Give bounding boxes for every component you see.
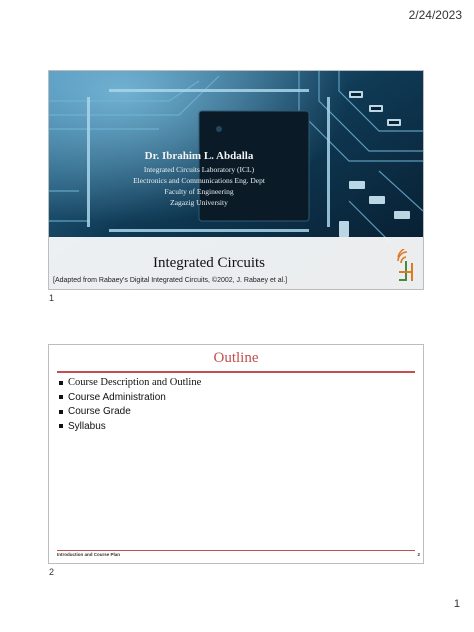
slide-2 (48, 344, 424, 564)
slide-2-footer: Introduction and Course Plan (57, 552, 121, 557)
affiliation-line: Zagazig University (170, 198, 228, 207)
bullet-item: Course Administration (59, 391, 201, 406)
affiliation-line: Faculty of Engineering (164, 187, 234, 196)
author-name: Dr. Ibrahim L. Abdalla (144, 150, 254, 162)
slide-2-number: 2 (49, 567, 55, 577)
footer-divider (57, 550, 415, 551)
bullet-item: Course Description and Outline (59, 376, 201, 391)
bullet-list (59, 376, 201, 434)
title-divider (57, 371, 415, 373)
bullet-item: Syllabus (59, 420, 201, 435)
page-date: 2/24/2023 (408, 8, 462, 22)
affiliation-line: Electronics and Communications Eng. Dept (133, 176, 265, 185)
icl-logo-icon (395, 249, 419, 283)
affiliation-line: Integrated Circuits Laboratory (ICL) (143, 165, 255, 174)
author-block (89, 151, 309, 208)
slide-1-title: Integrated Circuits (152, 255, 266, 271)
slide-2-footer-number: 2 (417, 552, 420, 557)
slide-1-credit: [Adapted from Rabaey's Digital Integrated Circuits, ©2002, J. Rabaey et al.] (53, 277, 288, 284)
slide-1 (48, 70, 424, 290)
slide-2-title: Outline (213, 350, 259, 366)
bullet-item: Course Grade (59, 405, 201, 420)
page-number: 1 (453, 598, 460, 610)
slide-1-number: 1 (49, 293, 55, 303)
